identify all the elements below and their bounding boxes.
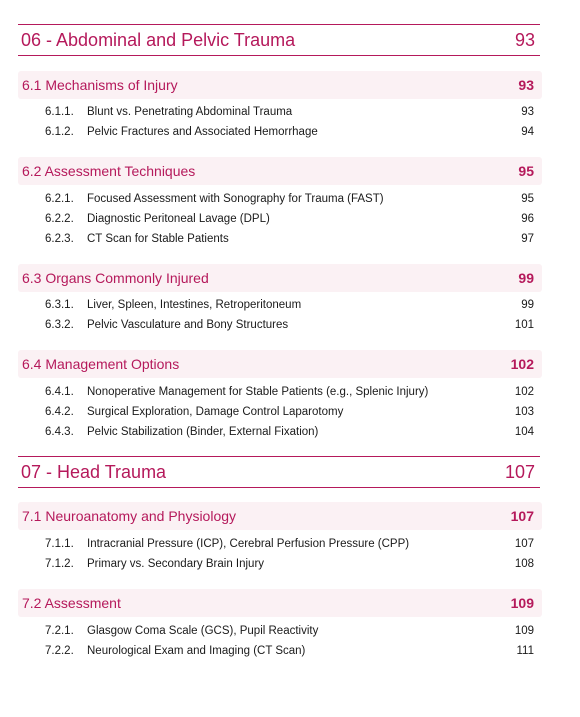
entry-number: 6.3.1. xyxy=(45,299,74,311)
entry-number: 6.2.3. xyxy=(45,233,74,245)
section-page: 107 xyxy=(510,508,534,524)
toc-entry[interactable] xyxy=(45,403,534,421)
chapter-heading[interactable] xyxy=(18,24,540,56)
toc-entry[interactable] xyxy=(45,555,534,573)
toc-entry[interactable] xyxy=(45,622,534,640)
toc-entry[interactable] xyxy=(45,123,534,141)
section-title: 6.3 Organs Commonly Injured xyxy=(22,270,209,286)
entry-title: Focused Assessment with Sonography for Trauma (FAST) xyxy=(87,193,384,205)
toc-entry[interactable] xyxy=(45,383,534,401)
entry-page: 111 xyxy=(516,645,534,657)
entry-page: 109 xyxy=(514,625,534,637)
section-page: 102 xyxy=(510,356,534,372)
entry-title: Pelvic Vasculature and Bony Structures xyxy=(87,319,289,331)
entry-title: Nonoperative Management for Stable Patients (e.g., Splenic Injury) xyxy=(87,386,429,398)
toc-entry[interactable] xyxy=(45,423,534,441)
entry-number: 7.1.2. xyxy=(45,558,74,570)
entry-page: 93 xyxy=(521,106,534,118)
section-title: 6.1 Mechanisms of Injury xyxy=(22,77,178,93)
entry-title: Blunt vs. Penetrating Abdominal Trauma xyxy=(87,106,293,118)
entry-title: Liver, Spleen, Intestines, Retroperitoneum xyxy=(87,299,302,311)
section-page: 95 xyxy=(518,163,534,179)
entry-page: 99 xyxy=(521,299,534,311)
entry-title: Pelvic Stabilization (Binder, External Fixation) xyxy=(87,426,319,438)
entry-number: 6.4.3. xyxy=(45,426,74,438)
entry-page: 101 xyxy=(514,319,534,331)
toc-entry[interactable] xyxy=(45,296,534,314)
entry-number: 6.3.2. xyxy=(45,319,74,331)
chapter-page: 93 xyxy=(514,29,535,50)
chapter-title: 06 - Abdominal and Pelvic Trauma xyxy=(21,29,296,50)
entry-page: 108 xyxy=(514,558,534,570)
entry-number: 6.2.1. xyxy=(45,193,74,205)
entry-page: 104 xyxy=(514,426,534,438)
entry-title: Intracranial Pressure (ICP), Cerebral Perfusion Pressure (CPP) xyxy=(87,538,410,550)
entry-title: Diagnostic Peritoneal Lavage (DPL) xyxy=(87,213,270,225)
entry-number: 6.2.2. xyxy=(45,213,74,225)
toc-entry[interactable] xyxy=(45,230,534,248)
entry-title: Surgical Exploration, Damage Control Laparotomy xyxy=(87,406,344,418)
entry-page: 96 xyxy=(521,213,534,225)
entry-title: Glasgow Coma Scale (GCS), Pupil Reactivity xyxy=(87,625,319,637)
entry-page: 103 xyxy=(514,406,534,418)
section-title: 7.2 Assessment xyxy=(22,595,121,611)
entry-page: 107 xyxy=(514,538,534,550)
chapter-heading[interactable] xyxy=(18,456,540,488)
entry-title: Neurological Exam and Imaging (CT Scan) xyxy=(87,645,306,657)
section-heading[interactable] xyxy=(18,157,542,185)
entry-number: 6.1.1. xyxy=(45,106,74,118)
section-title: 6.2 Assessment Techniques xyxy=(22,163,196,179)
entry-number: 7.2.2. xyxy=(45,645,74,657)
toc-entry[interactable] xyxy=(45,642,534,660)
entry-number: 7.2.1. xyxy=(45,625,74,637)
section-page: 93 xyxy=(518,77,534,93)
toc-entry[interactable] xyxy=(45,535,534,553)
section-title: 6.4 Management Options xyxy=(22,356,180,372)
section-heading[interactable] xyxy=(18,350,542,378)
chapter-page: 107 xyxy=(504,461,535,482)
entry-page: 97 xyxy=(521,233,534,245)
section-page: 109 xyxy=(510,595,534,611)
entry-title: CT Scan for Stable Patients xyxy=(87,233,229,245)
section-page: 99 xyxy=(518,270,534,286)
entry-title: Pelvic Fractures and Associated Hemorrhage xyxy=(87,126,318,138)
section-title: 7.1 Neuroanatomy and Physiology xyxy=(22,508,237,524)
toc-entry[interactable] xyxy=(45,316,534,334)
section-heading[interactable] xyxy=(18,589,542,617)
entry-page: 95 xyxy=(521,193,534,205)
entry-title: Primary vs. Secondary Brain Injury xyxy=(87,558,265,570)
chapter-title: 07 - Head Trauma xyxy=(21,461,167,482)
entry-number: 6.4.2. xyxy=(45,406,74,418)
section-heading[interactable] xyxy=(18,71,542,99)
section-heading[interactable] xyxy=(18,502,542,530)
entry-number: 6.1.2. xyxy=(45,126,74,138)
toc-entry[interactable] xyxy=(45,210,534,228)
entry-page: 94 xyxy=(521,126,534,138)
section-heading[interactable] xyxy=(18,264,542,292)
entry-number: 7.1.1. xyxy=(45,538,74,550)
entry-page: 102 xyxy=(514,386,534,398)
toc-entry[interactable] xyxy=(45,103,534,121)
entry-number: 6.4.1. xyxy=(45,386,74,398)
toc-entry[interactable] xyxy=(45,190,534,208)
